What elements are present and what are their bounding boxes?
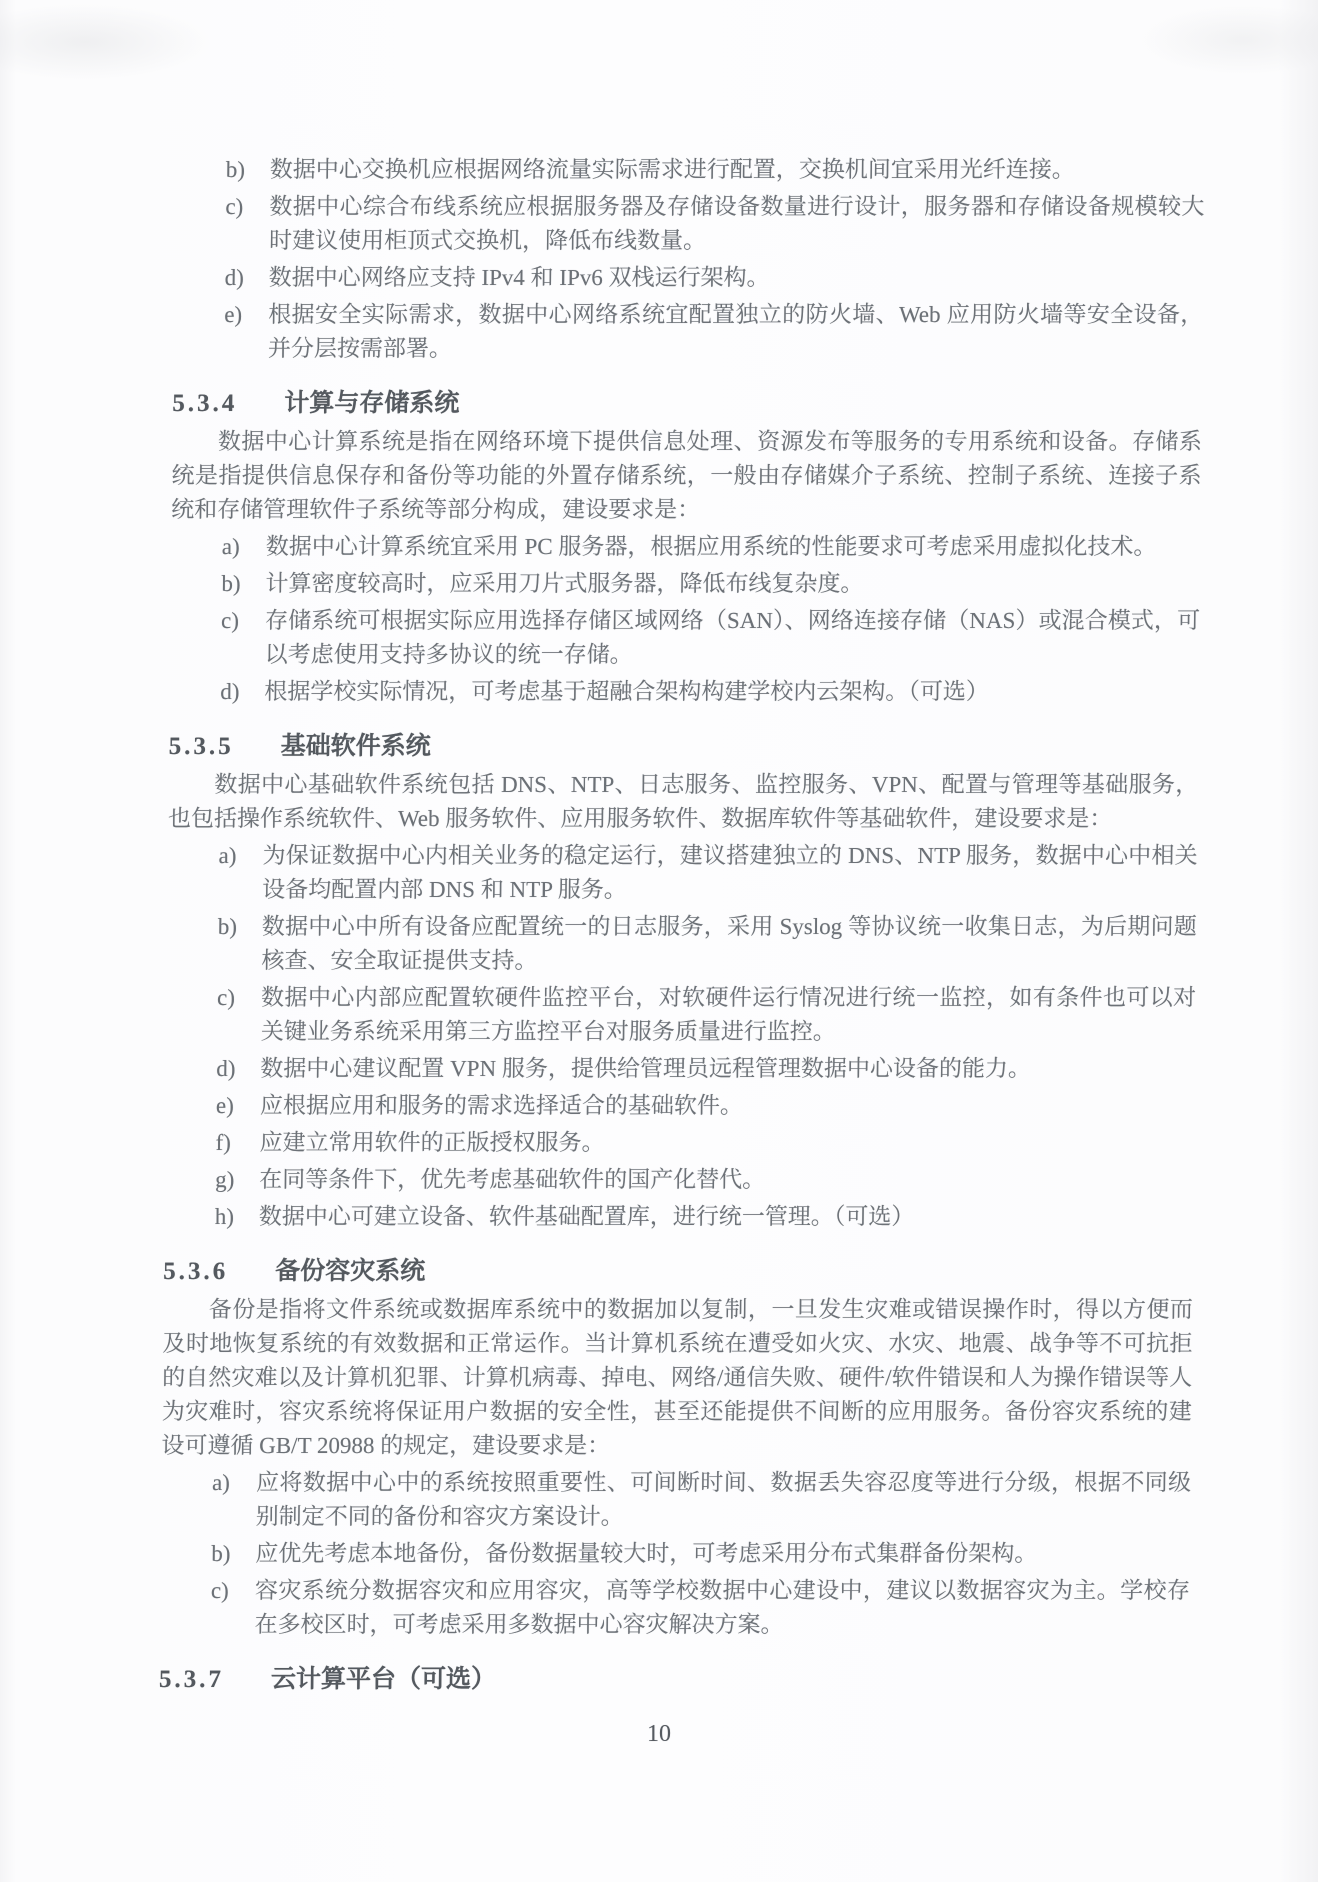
section-heading (159, 1662, 1189, 1698)
list-item-text: 数据中心综合布线系统应根据服务器及存储设备数量进行设计，服务器和存储设备规模较大时建议使用柜顶式交换机，降低布线数量。 (268, 194, 1205, 253)
list-item (166, 981, 1197, 1049)
continued-list (173, 153, 1205, 366)
list-item (171, 530, 1201, 564)
list-item-label: c) (216, 985, 236, 1010)
section-number: 5.3.4 (172, 390, 238, 417)
list-item-text: 为保证数据中心内相关业务的稳定运行，建议搭建独立的 DNS、NTP 服务，数据中心中相关设备均配置内部 DNS 和 NTP 服务。 (262, 843, 1198, 902)
list-item-label: c) (225, 194, 244, 219)
page-content (159, 150, 1205, 1701)
list-item-text: 应根据应用和服务的需求选择适合的基础软件。 (259, 1093, 744, 1118)
list-item-label: c) (210, 1578, 229, 1603)
list-item-text: 计算密度较高时，应采用刀片式服务器，降低布线复杂度。 (265, 571, 864, 596)
list-item-text: 数据中心中所有设备应配置统一的日志服务，采用 Syslog 等协议统一收集日志，为后期问题核查、安全取证提供支持。 (261, 914, 1197, 973)
list-item-text: 数据中心内部应配置软硬件监控平台，对软硬件运行情况进行统一监控，如有条件也可以对关键业务系统采用第三方监控平台对服务质量进行监控。 (260, 985, 1197, 1044)
list-item-label: a) (218, 843, 237, 868)
section-heading (172, 386, 1202, 422)
section-number: 5.3.5 (168, 733, 234, 760)
list-item-label: b) (211, 1541, 231, 1566)
list-item-label: c) (220, 608, 240, 633)
list-item (164, 1200, 1194, 1234)
section-heading (169, 729, 1199, 765)
list-item (173, 261, 1203, 295)
list-item (165, 1052, 1195, 1086)
list-item-text: 应优先考虑本地备份，备份数据量较大时，可考虑采用分布式集群备份架构。 (255, 1541, 1038, 1566)
list-item (160, 1537, 1190, 1571)
list-item (165, 1089, 1195, 1123)
list-item-label: d) (216, 1056, 236, 1081)
list-item (169, 675, 1199, 709)
section-5-3-4 (169, 386, 1202, 709)
list-item-text: 应将数据中心中的系统按照重要性、可间断时间、数据丢失容忍度等进行分级，根据不同级别制定不同的备份和容灾方案设计。 (255, 1470, 1192, 1529)
list-item (170, 604, 1201, 672)
section-title: 备份容灾系统 (275, 1258, 426, 1285)
list-item-label: b) (221, 571, 241, 596)
section-list (164, 839, 1198, 1234)
section-list (159, 1466, 1191, 1642)
section-title: 云计算平台（可选） (270, 1666, 497, 1693)
list-item-text: 数据中心建议配置 VPN 服务，提供给管理员远程管理数据中心设备的能力。 (260, 1056, 1032, 1081)
list-item-text: 根据安全实际需求，数据中心网络系统宜配置独立的防火墙、Web 应用防火墙等安全设备，并分层按需部署。 (267, 302, 1204, 361)
list-item (175, 153, 1205, 187)
list-item-label: e) (224, 302, 243, 327)
list-item-text: 数据中心网络应支持 IPv4 和 IPv6 双栈运行架构。 (268, 265, 770, 290)
section-title: 基础软件系统 (280, 733, 431, 760)
list-item-text: 数据中心交换机应根据网络流量实际需求进行配置，交换机间宜采用光纤连接。 (269, 157, 1075, 182)
list-item-label: b) (225, 157, 246, 182)
list-item (164, 1163, 1194, 1197)
list-item-label: h) (214, 1204, 235, 1229)
list-item (161, 1466, 1192, 1534)
section-heading (163, 1254, 1193, 1290)
list-item-label: d) (224, 265, 244, 290)
section-paragraph: 备份是指将文件系统或数据库系统中的数据加以复制，一旦发生灾难或错误操作时，得以方便而及时地恢复系统的有效数据和正常运作。当计算机系统在遭受如火灾、水灾、地震、战争等不可抗拒的自然灾难以及计算机犯罪、计算机病毒、掉电、网络/通信失败、硬件/软件错误和人为操作错误等人为灾难时，容灾系统将保证用户数据的安全性，甚至还能提供不间断的应用服务。备份容灾系统的建设可遵循 GB/T 20988 的规定，建设要求是： (161, 1297, 1193, 1458)
section-list (169, 530, 1201, 709)
list-item (174, 190, 1205, 258)
list-item-label: a) (211, 1470, 231, 1495)
section-title: 计算与存储系统 (284, 390, 460, 417)
list-item-label: a) (221, 534, 240, 559)
list-item (159, 1574, 1190, 1642)
list-item (166, 910, 1197, 978)
list-item-text: 数据中心计算系统宜采用 PC 服务器，根据应用系统的性能要求可考虑采用虚拟化技术。 (265, 534, 1157, 559)
list-item-text: 数据中心可建立设备、软件基础配置库，进行统一管理。（可选） (258, 1204, 915, 1229)
list-item-text: 根据学校实际情况，可考虑基于超融合架构构建学校内云架构。（可选） (264, 679, 989, 704)
section-5-3-5 (164, 729, 1199, 1234)
list-item (167, 839, 1198, 907)
list-item (170, 567, 1200, 601)
section-paragraph: 数据中心基础软件系统包括 DNS、NTP、日志服务、监控服务、VPN、配置与管理等基础服务，也包括操作系统软件、Web 服务软件、应用服务软件、数据库软件等基础软件，建设要求是： (167, 772, 1199, 831)
list-item-label: b) (217, 914, 238, 939)
list-item-label: d) (220, 679, 240, 704)
section-5-3-7 (159, 1662, 1189, 1698)
list-item-text: 容灾系统分数据容灾和应用容灾，高等学校数据中心建设中，建议以数据容灾为主。学校存在多校区时，可考虑采用多数据中心容灾解决方案。 (254, 1578, 1191, 1637)
list-item (164, 1126, 1194, 1160)
list-item-label: f) (215, 1130, 232, 1155)
list-item-label: g) (215, 1167, 235, 1192)
page-number: 10 (647, 1721, 671, 1747)
list-item-text: 在同等条件下，优先考虑基础软件的国产化替代。 (259, 1167, 766, 1192)
list-item (173, 298, 1204, 366)
section-paragraph: 数据中心计算系统是指在网络环境下提供信息处理、资源发布等服务的专用系统和设备。存储系统是指提供信息保存和备份等功能的外置存储系统，一般由存储媒介子系统、控制子系统、连接子系统和存储管理软件子系统等部分构成，建设要求是： (171, 429, 1203, 522)
section-number: 5.3.7 (158, 1666, 225, 1693)
section-number: 5.3.6 (163, 1258, 229, 1285)
section-5-3-6 (159, 1254, 1193, 1642)
list-item-label: e) (215, 1093, 234, 1118)
list-item-text: 应建立常用软件的正版授权服务。 (259, 1130, 605, 1155)
list-item-text: 存储系统可根据实际应用选择存储区域网络（SAN）、网络连接存储（NAS）或混合模式，可以考虑使用支持多协议的统一存储。 (264, 608, 1201, 667)
